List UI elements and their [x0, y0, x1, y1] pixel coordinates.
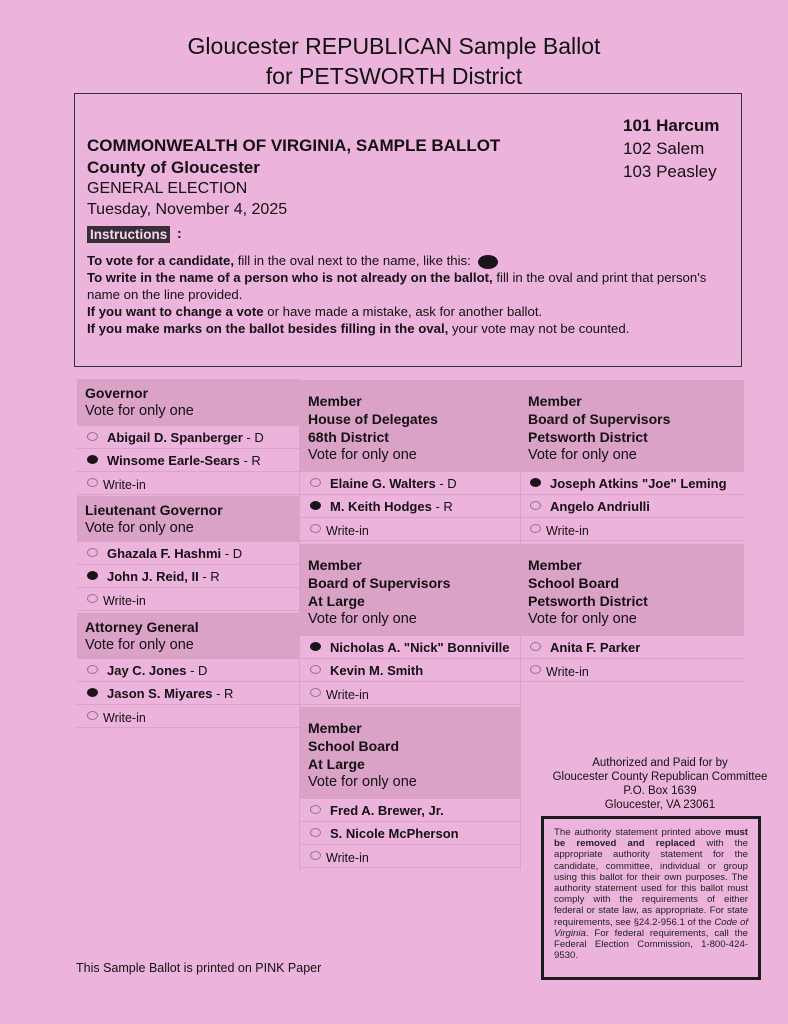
office-title: 68th District — [308, 429, 389, 445]
office-title: Lieutenant Governor — [85, 502, 223, 518]
writein-row[interactable] — [300, 518, 520, 541]
vote-oval[interactable] — [310, 478, 321, 487]
office-title: Petsworth District — [528, 593, 648, 609]
office-title: Member — [308, 393, 362, 409]
writein-label: Write-in — [546, 524, 589, 538]
column-divider — [299, 380, 300, 870]
office-title: At Large — [308, 593, 365, 609]
candidate-row[interactable] — [300, 472, 520, 495]
office-title: Board of Supervisors — [528, 411, 671, 427]
candidate-name: Jason S. Miyares - R — [107, 686, 234, 701]
authority-notice-box: The authority statement printed above must be removed and replaced with the appropriate authority statement for the candidate, committee, individual or group using this ballot for their own purposes. The authority statement used for this ballot must comply with the requirements of either federal or state law, as appropriate. For state requirements, see §24.2-956.1 of the Code of Virginia. For federal requirements, call the Federal Election Commission, 1-800-424-9530. — [541, 816, 761, 980]
candidate-name: Angelo Andriulli — [550, 499, 650, 514]
writein-label: Write-in — [326, 524, 369, 538]
contest-school-board-petsworth — [520, 544, 744, 682]
candidate-row[interactable] — [520, 472, 744, 495]
candidate-name: Elaine G. Walters - D — [330, 476, 457, 491]
vote-for-instruction: Vote for only one — [85, 637, 194, 653]
office-title: Member — [308, 720, 362, 736]
contest-house-of-delegates — [300, 380, 520, 541]
candidate-row[interactable] — [77, 659, 299, 682]
instructions-label: Instructions — [87, 226, 170, 243]
office-title: Attorney General — [85, 619, 199, 635]
vote-oval[interactable] — [87, 478, 98, 487]
vote-oval[interactable] — [310, 524, 321, 533]
office-title: At Large — [308, 756, 365, 772]
vote-for-instruction: Vote for only one — [308, 447, 417, 463]
ballot-title-line1: Gloucester REPUBLICAN Sample Ballot — [187, 33, 601, 59]
contest-header — [77, 613, 299, 659]
contest-header — [300, 544, 520, 636]
writein-label: Write-in — [326, 851, 369, 865]
office-title: Governor — [85, 385, 149, 401]
instructions-colon: : — [177, 225, 182, 241]
candidate-name: John J. Reid, II - R — [107, 569, 220, 584]
vote-oval[interactable] — [87, 665, 98, 674]
candidate-name: S. Nicole McPherson — [330, 826, 459, 841]
instruction-line: To vote for a candidate, fill in the oval next to the name, like this: — [87, 252, 727, 269]
writein-label: Write-in — [103, 711, 146, 725]
ballot-title-line2: for PETSWORTH District — [265, 63, 523, 89]
vote-oval[interactable] — [310, 665, 321, 674]
candidate-name: M. Keith Hodges - R — [330, 499, 453, 514]
writein-label: Write-in — [103, 594, 146, 608]
vote-oval[interactable] — [87, 432, 98, 441]
vote-oval[interactable] — [310, 828, 321, 837]
vote-oval[interactable] — [310, 851, 321, 860]
vote-oval[interactable] — [310, 805, 321, 814]
office-title: Board of Supervisors — [308, 575, 451, 591]
vote-oval[interactable] — [310, 688, 321, 697]
candidate-row[interactable] — [300, 636, 520, 659]
writein-row[interactable] — [300, 845, 520, 868]
vote-oval[interactable] — [530, 501, 541, 510]
writein-label: Write-in — [103, 478, 146, 492]
contest-supervisors-at-large — [300, 544, 520, 705]
contest-lieutenant-governor — [77, 496, 299, 611]
candidate-name: Nicholas A. "Nick" Bonniville — [330, 640, 510, 655]
office-title: Member — [528, 393, 582, 409]
vote-oval[interactable] — [87, 594, 98, 603]
candidate-name: Abigail D. Spanberger - D — [107, 430, 264, 445]
vote-oval-filled[interactable] — [310, 642, 321, 651]
office-title: Member — [308, 557, 362, 573]
vote-oval-filled[interactable] — [87, 688, 98, 697]
candidate-row[interactable] — [77, 542, 299, 565]
election-type: GENERAL ELECTION — [87, 180, 248, 197]
filled-oval-example-icon — [478, 255, 498, 269]
contest-header — [520, 544, 744, 636]
vote-oval-filled[interactable] — [87, 571, 98, 580]
writein-row[interactable] — [77, 472, 299, 495]
vote-oval[interactable] — [530, 665, 541, 674]
vote-for-instruction: Vote for only one — [528, 611, 637, 627]
office-title: Petsworth District — [528, 429, 648, 445]
candidate-name: Jay C. Jones - D — [107, 663, 208, 678]
vote-oval[interactable] — [87, 711, 98, 720]
candidate-row[interactable] — [520, 636, 744, 659]
contest-header — [77, 496, 299, 542]
candidate-name: Kevin M. Smith — [330, 663, 424, 678]
writein-row[interactable] — [520, 659, 744, 682]
instruction-line: To write in the name of a person who is not already on the ballot, fill in the oval and print that person's name on the line provided. — [87, 270, 707, 302]
precinct-item: 101 Harcum — [623, 116, 720, 135]
writein-row[interactable] — [520, 518, 744, 541]
contest-supervisors-petsworth — [520, 380, 744, 541]
authorization-statement: Authorized and Paid for by Gloucester County Republican Committee P.O. Box 1639 Gloucester, VA 23061 — [552, 757, 768, 811]
vote-oval-filled[interactable] — [87, 455, 98, 464]
county-name: County of Gloucester — [87, 158, 260, 177]
office-title: Member — [528, 557, 582, 573]
vote-for-instruction: Vote for only one — [308, 774, 417, 790]
vote-oval-filled[interactable] — [530, 478, 541, 487]
vote-oval[interactable] — [530, 642, 541, 651]
instructions-text — [87, 252, 727, 337]
instruction-line: If you want to change a vote or have made a mistake, ask for another ballot. — [87, 304, 543, 319]
precinct-item: 102 Salem — [623, 139, 705, 158]
candidate-name: Ghazala F. Hashmi - D — [107, 546, 243, 561]
contest-attorney-general — [77, 613, 299, 728]
election-date: Tuesday, November 4, 2025 — [87, 201, 288, 218]
contest-header — [300, 380, 520, 472]
candidate-row[interactable] — [300, 799, 520, 822]
office-title: House of Delegates — [308, 411, 438, 427]
contest-header — [77, 379, 299, 426]
contest-header — [520, 380, 744, 472]
instruction-line: If you make marks on the ballot besides filling in the oval, your vote may not be counted. — [87, 321, 630, 336]
vote-for-instruction: Vote for only one — [528, 447, 637, 463]
candidate-row[interactable] — [77, 449, 299, 472]
contest-school-board-at-large — [300, 707, 520, 868]
office-title: School Board — [528, 575, 620, 591]
precinct-list — [623, 114, 719, 183]
vote-for-instruction: Vote for only one — [308, 611, 417, 627]
candidate-row[interactable] — [300, 659, 520, 682]
contest-header — [300, 707, 520, 799]
candidate-row[interactable] — [300, 495, 520, 518]
vote-for-instruction: Vote for only one — [85, 403, 194, 419]
candidate-name: Winsome Earle-Sears - R — [107, 453, 261, 468]
writein-row[interactable] — [77, 705, 299, 728]
contest-governor — [77, 379, 299, 495]
commonwealth-heading: COMMONWEALTH OF VIRGINIA, SAMPLE BALLOT — [87, 136, 501, 155]
candidate-name: Anita F. Parker — [550, 640, 641, 655]
office-title: School Board — [308, 738, 400, 754]
writein-row[interactable] — [300, 682, 520, 705]
vote-oval[interactable] — [87, 548, 98, 557]
candidate-row[interactable] — [77, 565, 299, 588]
ballot-header-box — [74, 93, 742, 367]
candidate-name: Joseph Atkins "Joe" Leming — [550, 476, 727, 491]
candidate-row[interactable] — [300, 822, 520, 845]
paper-color-note: This Sample Ballot is printed on PINK Paper — [76, 961, 322, 975]
vote-oval-filled[interactable] — [310, 501, 321, 510]
vote-for-instruction: Vote for only one — [85, 520, 194, 536]
precinct-item: 103 Peasley — [623, 162, 717, 181]
candidate-row[interactable] — [520, 495, 744, 518]
vote-oval[interactable] — [530, 524, 541, 533]
writein-row[interactable] — [77, 588, 299, 611]
writein-label: Write-in — [326, 688, 369, 702]
candidate-row[interactable] — [77, 682, 299, 705]
candidate-row[interactable] — [77, 426, 299, 449]
writein-label: Write-in — [546, 665, 589, 679]
candidate-name: Fred A. Brewer, Jr. — [330, 803, 444, 818]
